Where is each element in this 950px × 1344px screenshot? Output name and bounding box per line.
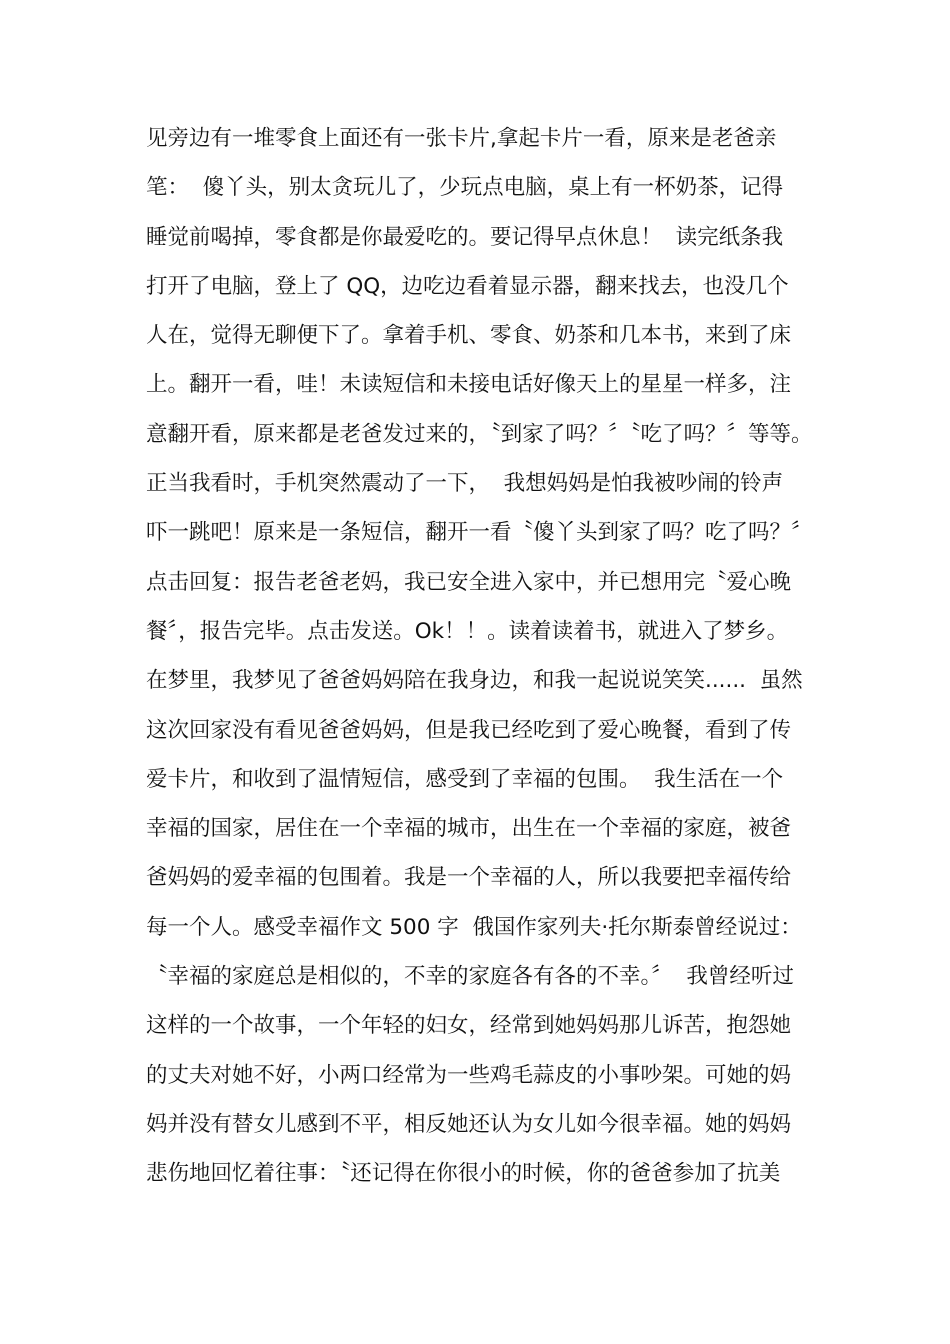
text-line: 笔： 傻丫头，别太贪玩儿了，少玩点电脑，桌上有一杯奶茶，记得 <box>146 175 784 201</box>
text-line: 意翻开看，原来都是老爸发过来的，〝到家了吗？〞〝吃了吗？〞等等。 <box>146 421 813 447</box>
text-line: 见旁边有一堆零食上面还有一张卡片,拿起卡片一看，原来是老爸亲 <box>146 126 777 151</box>
text-line: 爸妈妈的爱幸福的包围着。我是一个幸福的人，所以我要把幸福传给 <box>146 865 792 891</box>
text-line: 吓一跳吧！原来是一条短信，翻开一看〝傻丫头到家了吗？吃了吗？〞 <box>146 520 813 546</box>
text-line: 打开了电脑，登上了 QQ，边吃边看着显示器，翻来找去，也没几个 <box>146 273 789 299</box>
text-line: 悲伤地回忆着往事：〝还记得在你很小的时候，你的爸爸参加了抗美 <box>146 1161 781 1187</box>
text-line: 〝幸福的家庭总是相似的，不幸的家庭各有各的不幸。〞 我曾经听过 <box>146 964 794 990</box>
text-line: 这样的一个故事，一个年轻的妇女，经常到她妈妈那儿诉苦，抱怨她 <box>146 1013 792 1039</box>
text-line: 上。翻开一看，哇！未读短信和未接电话好像天上的星星一样多，注 <box>146 372 792 398</box>
text-line: 正当我看时，手机突然震动了一下， 我想妈妈是怕我被吵闹的铃声 <box>146 471 784 497</box>
text-line: 在梦里，我梦见了爸爸妈妈陪在我身边，和我一起说说笑笑...... 虽然 <box>146 668 803 694</box>
text-line: 妈并没有替女儿感到不平，相反她还认为女儿如今很幸福。她的妈妈 <box>146 1111 792 1137</box>
text-line: 每一个人。感受幸福作文 500 字 俄国作家列夫·托尔斯泰曾经说过： <box>146 914 802 940</box>
text-line: 的丈夫对她不好，小两口经常为一些鸡毛蒜皮的小事吵架。可她的妈 <box>146 1062 792 1088</box>
text-line: 幸福的国家，居住在一个幸福的城市，出生在一个幸福的家庭，被爸 <box>146 816 792 842</box>
text-line: 爱卡片，和收到了温情短信，感受到了幸福的包围。 我生活在一个 <box>146 766 784 792</box>
text-line: 餐〞，报告完毕。点击发送。Ok！！。读着读着书，就进入了梦乡。 <box>146 618 789 644</box>
text-line: 这次回家没有看见爸爸妈妈，但是我已经吃到了爱心晚餐，看到了传 <box>146 717 792 743</box>
text-line: 点击回复：报告老爸老妈，我已安全进入家中，并已想用完〝爱心晚 <box>146 569 792 595</box>
text-line: 人在，觉得无聊便下了。拿着手机、零食、奶茶和几本书，来到了床 <box>146 323 792 349</box>
text-line: 睡觉前喝掉，零食都是你最爱吃的。要记得早点休息！ 读完纸条我 <box>146 224 784 250</box>
body-text <box>146 114 826 1199</box>
